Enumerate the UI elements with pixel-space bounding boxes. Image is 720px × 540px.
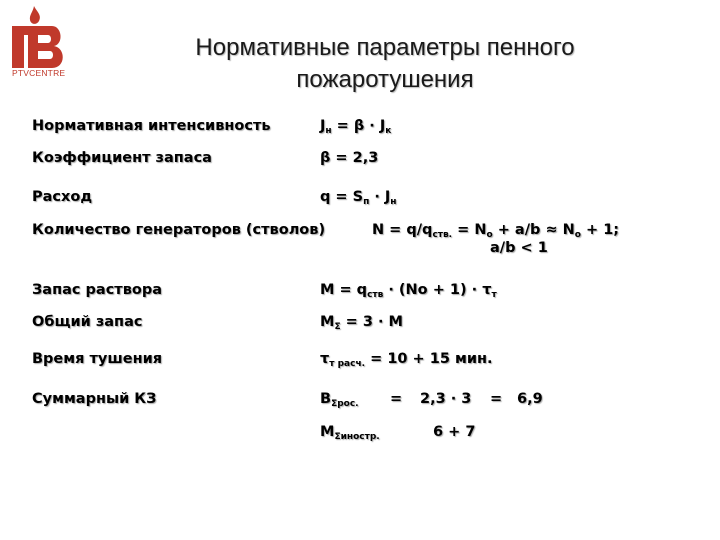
page-title xyxy=(150,32,620,96)
row-value-total-kz-m xyxy=(320,424,380,442)
formula-part: + 1; xyxy=(580,222,620,238)
formula-part: = β · J xyxy=(331,118,386,134)
row-value-total-kz-result: 6,9 xyxy=(517,391,543,407)
row-label-intensity: Нормативная интенсивность xyxy=(32,118,271,134)
row-label-extinguish-time: Время тушения xyxy=(32,351,163,367)
formula-part: q = S xyxy=(320,189,364,205)
formula-part: M = q xyxy=(320,282,368,298)
row-value-safety-factor: β = 2,3 xyxy=(320,150,379,166)
formula-part: · J xyxy=(369,189,391,205)
formula-subscript: о xyxy=(486,230,493,240)
formula-subscript: Σиностр. xyxy=(334,432,380,442)
formula-subscript: ств. xyxy=(432,230,453,240)
row-label-generators: Количество генераторов (стволов) xyxy=(32,222,326,238)
row-value-intensity xyxy=(320,118,391,136)
row-value-flow xyxy=(320,189,397,207)
row-value-generators xyxy=(372,222,619,240)
formula-part: · (No + 1) · τ xyxy=(383,282,492,298)
formula-part: B xyxy=(320,391,332,407)
formula-subscript: н xyxy=(325,126,332,136)
formula-subscript: т xyxy=(491,290,497,300)
formula-subscript: к xyxy=(385,126,392,136)
formula-part: = 3 · M xyxy=(340,314,403,330)
row-label-flow: Расход xyxy=(32,189,93,205)
logo-caption: PTVCENTRE xyxy=(12,68,66,78)
formula-part: = N xyxy=(452,222,487,238)
formula-subscript: т расч. xyxy=(329,359,366,369)
row-value-solution-stock xyxy=(320,282,497,300)
formula-subscript: н xyxy=(390,197,397,207)
formula-part: + a/b ≈ N xyxy=(492,222,575,238)
row-value-total-kz-eq2: = xyxy=(490,391,503,407)
row-value-total-kz-sum: 6 + 7 xyxy=(433,424,476,440)
row-value-total-kz-calc: 2,3 · 3 xyxy=(420,391,472,407)
row-label-total-kz: Суммарный КЗ xyxy=(32,391,157,407)
row-label-total-stock: Общий запас xyxy=(32,314,143,330)
title-line-1: Нормативные параметры пенного xyxy=(195,34,575,61)
formula-part: τ xyxy=(320,351,330,367)
row-value-total-stock xyxy=(320,314,403,332)
formula-part: = 10 + 15 мин. xyxy=(365,351,493,367)
formula-subscript: о xyxy=(574,230,581,240)
row-value-total-kz-b xyxy=(320,391,359,409)
row-value-generators-condition: a/b < 1 xyxy=(490,240,548,256)
title-line-2: пожаротушения xyxy=(296,66,474,93)
row-value-total-kz-eq1: = xyxy=(390,391,403,407)
formula-subscript: п xyxy=(363,197,370,207)
formula-part: M xyxy=(320,314,335,330)
formula-part: N = q/q xyxy=(372,222,433,238)
formula-subscript: ств xyxy=(367,290,384,300)
row-value-extinguish-time xyxy=(320,351,493,369)
row-label-safety-factor: Коэффициент запаса xyxy=(32,150,212,166)
formula-subscript: Σрос. xyxy=(331,399,359,409)
formula-subscript: Σ xyxy=(334,322,341,332)
formula-part: M xyxy=(320,424,335,440)
formula-part: J xyxy=(320,118,326,134)
row-label-solution-stock: Запас раствора xyxy=(32,282,162,298)
